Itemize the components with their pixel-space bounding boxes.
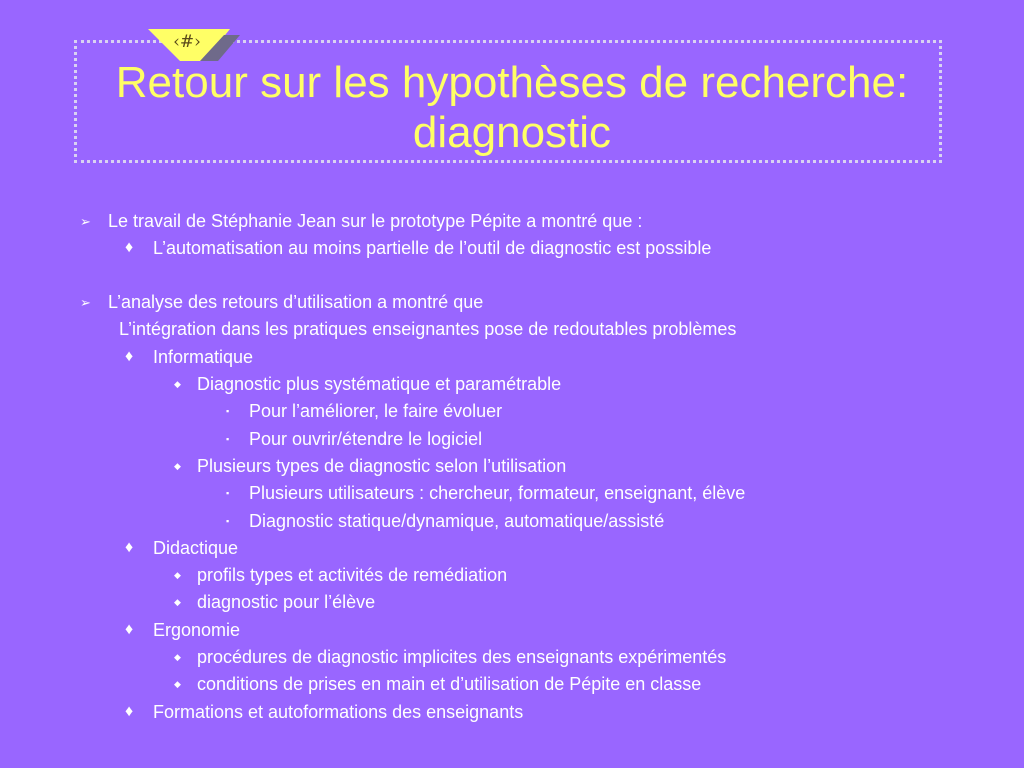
bullet-small-diamond-icon: ◆ bbox=[174, 570, 181, 580]
list-item: Pour ouvrir/étendre le logiciel bbox=[249, 429, 483, 449]
list-item: Diagnostic plus systématique et paramétrable bbox=[197, 374, 562, 394]
list-item: L’intégration dans les pratiques enseignantes pose de redoutables problèmes bbox=[119, 319, 737, 339]
list-item: Ergonomie bbox=[153, 620, 241, 640]
bullet-diamond-icon: ♦ bbox=[125, 621, 134, 638]
bullet-small-diamond-icon: ◆ bbox=[174, 379, 181, 389]
list-item: Le travail de Stéphanie Jean sur le prototype Pépite a montré que : bbox=[108, 211, 643, 231]
slide-number-label: ‹#› bbox=[173, 32, 201, 52]
list-item: Formations et autoformations des enseignants bbox=[153, 702, 524, 722]
list-item: Diagnostic statique/dynamique, automatique/assisté bbox=[249, 511, 665, 531]
list-item: profils types et activités de remédiation bbox=[197, 565, 508, 585]
list-item: L’analyse des retours d’utilisation a montré que bbox=[108, 292, 484, 312]
list-item: Informatique bbox=[153, 347, 254, 367]
bullet-square-icon: ▪ bbox=[226, 434, 230, 444]
bullet-small-diamond-icon: ◆ bbox=[174, 679, 181, 689]
bullet-diamond-icon: ♦ bbox=[125, 348, 134, 365]
list-item: diagnostic pour l’élève bbox=[197, 592, 376, 612]
bullet-small-diamond-icon: ◆ bbox=[174, 461, 181, 471]
list-item: procédures de diagnostic implicites des enseignants expérimentés bbox=[197, 647, 727, 667]
bullet-small-diamond-icon: ◆ bbox=[174, 652, 181, 662]
list-item: conditions de prises en main et d’utilisation de Pépite en classe bbox=[197, 674, 702, 694]
list-item: Plusieurs utilisateurs : chercheur, formateur, enseignant, élève bbox=[249, 483, 746, 503]
bullet-arrow-icon: ➢ bbox=[80, 214, 91, 229]
bullet-small-diamond-icon: ◆ bbox=[174, 597, 181, 607]
bullet-square-icon: ▪ bbox=[226, 488, 230, 498]
bullet-diamond-icon: ♦ bbox=[125, 703, 134, 720]
bullet-diamond-icon: ♦ bbox=[125, 239, 134, 256]
list-item: L’automatisation au moins partielle de l’outil de diagnostic est possible bbox=[153, 238, 712, 258]
list-item: Plusieurs types de diagnostic selon l’utilisation bbox=[197, 456, 567, 476]
bullet-square-icon: ▪ bbox=[226, 406, 230, 416]
bullet-arrow-icon: ➢ bbox=[80, 295, 91, 310]
list-item: Pour l’améliorer, le faire évoluer bbox=[249, 401, 503, 421]
list-item: Didactique bbox=[153, 538, 239, 558]
slide-title: Retour sur les hypothèses de recherche: diagnostic bbox=[115, 58, 909, 157]
bullet-square-icon: ▪ bbox=[226, 516, 230, 526]
bullet-diamond-icon: ♦ bbox=[125, 539, 134, 556]
